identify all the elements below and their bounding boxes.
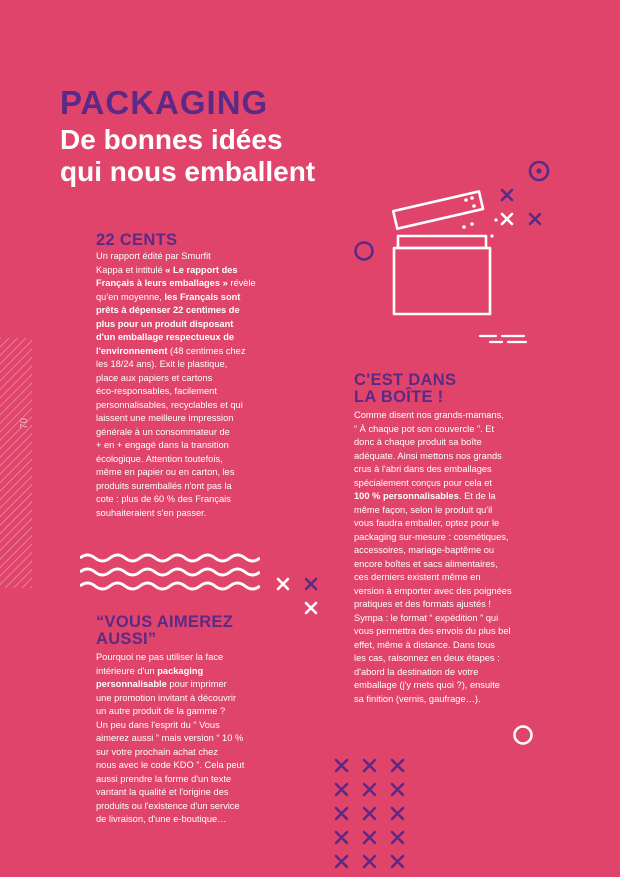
text-segment: produits suremballés n'ont pas la — [96, 480, 232, 491]
section-heading-22-cents: 22 CENTS — [96, 231, 178, 249]
text-line — [96, 732, 286, 746]
text-segment: personnalisables, recyclables et qui — [96, 399, 243, 410]
text-line — [354, 490, 554, 504]
cross-icon — [392, 808, 403, 819]
cross-grid-bottom — [330, 754, 410, 872]
text-segment: éco-responsables, facilement — [96, 386, 217, 396]
section-heading-boite-line-2: LA BOÎTE ! — [354, 388, 444, 406]
text-line — [354, 639, 554, 653]
text-line — [354, 463, 554, 477]
text-segment: pour imprimer — [166, 679, 227, 689]
cross-icon — [336, 856, 347, 867]
text-line — [96, 399, 286, 413]
text-segment: + en + engagé dans la transition — [96, 440, 229, 450]
text-segment: Sympa : le format “ expédition ” qui — [354, 612, 499, 623]
cross-icon — [364, 760, 375, 771]
bold-text-segment: l'environnement — [96, 345, 168, 356]
text-line — [96, 719, 286, 733]
text-segment: un autre produit de la gamme ? — [96, 706, 226, 716]
text-segment: effet, même à distance. Dans tous — [354, 639, 495, 650]
text-segment: aussi prendre la forme d'un texte — [96, 773, 232, 784]
wave-lines-icon — [80, 552, 260, 596]
ring-icon — [352, 239, 376, 263]
text-segment: accessoires, mariage-baptême ou — [354, 545, 495, 555]
text-segment: intérieure d'un — [96, 665, 158, 676]
page-title: PACKAGING — [60, 84, 269, 121]
text-segment: même en papier ou en carton, les — [96, 467, 235, 477]
text-line — [354, 517, 554, 531]
text-line — [96, 800, 286, 814]
section-heading-boite-line-1: C'EST DANS — [354, 371, 457, 389]
cross-icon — [364, 832, 375, 843]
text-line — [96, 453, 286, 467]
text-line — [354, 450, 554, 464]
section-body-boite — [354, 409, 554, 706]
cross-icon — [336, 832, 347, 843]
text-segment: laissent une meilleure impression — [96, 413, 234, 423]
text-segment: d'abord la destination de votre — [354, 666, 479, 677]
text-line — [96, 786, 286, 800]
text-line — [354, 625, 554, 639]
bold-text-segment: « Le rapport des — [165, 264, 238, 275]
cross-cluster-middle — [276, 577, 324, 619]
text-segment: Pourquoi ne pas utiliser la face — [96, 652, 224, 662]
text-line — [96, 345, 286, 359]
text-segment: écologique. Attention toutefois, — [96, 453, 223, 464]
text-segment: sur votre prochain achat chez — [96, 746, 218, 757]
text-line — [354, 436, 554, 450]
bold-text-segment: les Français sont — [164, 291, 241, 302]
text-segment: . Et de la — [458, 491, 496, 501]
text-line — [96, 331, 286, 345]
cross-icon — [364, 808, 375, 819]
text-line — [96, 692, 286, 706]
cross-icon — [392, 832, 403, 843]
text-line — [96, 665, 286, 679]
text-line — [354, 585, 554, 599]
text-line — [354, 652, 554, 666]
text-segment: vous permettra des envois du plus bel — [354, 626, 511, 636]
text-line — [96, 746, 286, 760]
text-line — [96, 705, 286, 719]
text-line — [354, 612, 554, 626]
text-segment: même façon, selon le produit qu'il — [354, 504, 493, 515]
text-line — [96, 678, 286, 692]
cross-icon — [336, 760, 347, 771]
text-line — [354, 544, 554, 558]
text-segment: une promotion invitant à découvrir — [96, 692, 237, 703]
text-segment: souhaiteraient s'en passer. — [96, 507, 207, 518]
text-line — [96, 385, 286, 399]
text-segment: crus à l'abri dans des emballages — [354, 464, 492, 474]
text-line — [354, 571, 554, 585]
cross-icon — [364, 784, 375, 795]
text-segment: nous avec le code KDO ”. Cela peut — [96, 760, 245, 770]
text-segment: qu'en moyenne, — [96, 291, 165, 302]
section-body-22-cents — [96, 250, 286, 520]
text-line — [96, 358, 286, 372]
text-segment: packaging sur-mesure : cosmétiques, — [354, 531, 509, 542]
text-segment: vantant la qualité et l'origine des — [96, 787, 229, 797]
text-line — [354, 409, 554, 423]
text-line — [96, 507, 286, 521]
text-segment: pratiques et des formats ajustés ! — [354, 599, 491, 609]
text-line — [96, 813, 286, 827]
text-line — [96, 773, 286, 787]
text-line — [96, 277, 286, 291]
section-body-vous-aimerez — [96, 651, 286, 827]
text-segment: (48 centimes chez — [167, 345, 246, 356]
text-segment: encore boîtes et sacs alimentaires, — [354, 558, 498, 569]
text-line — [96, 480, 286, 494]
text-line — [354, 531, 554, 545]
section-heading-vous-aimerez-line-1: “VOUS AIMEREZ — [96, 613, 234, 631]
text-line — [96, 304, 286, 318]
text-segment: cote : plus de 60 % des Français — [96, 494, 231, 504]
text-segment: emballage (j'y mets quoi ?), ensuite — [354, 680, 500, 690]
cross-icon — [392, 856, 403, 867]
section-heading-vous-aimerez-line-2: AUSSI” — [96, 630, 157, 648]
text-segment: les 18/24 ans). Exit le plastique, — [96, 359, 228, 369]
cross-icon — [336, 808, 347, 819]
text-line — [96, 651, 286, 665]
text-line — [354, 558, 554, 572]
text-segment: Comme disent nos grands-mamans, — [354, 410, 504, 420]
text-segment: ces derniers existent même en — [354, 572, 481, 582]
text-segment: donc à chaque produit sa boîte — [354, 437, 482, 447]
cross-icon — [336, 784, 347, 795]
text-line — [96, 291, 286, 305]
bold-text-segment: packaging — [157, 665, 204, 676]
cross-icon — [278, 579, 288, 589]
text-line — [96, 264, 286, 278]
page-subtitle-line-1: De bonnes idées — [60, 124, 283, 155]
gift-box-open-icon — [384, 180, 534, 350]
text-line — [96, 372, 286, 386]
text-line — [96, 466, 286, 480]
cross-icon — [306, 579, 316, 589]
text-line — [354, 666, 554, 680]
cross-icon — [392, 760, 403, 771]
text-segment: aimerez aussi ” mais version “ 10 % — [96, 733, 244, 743]
bold-text-segment: Français à leurs emballages » — [96, 278, 228, 288]
text-segment: place aux papiers et cartons — [96, 372, 213, 383]
text-segment: vous faudra emballer, optez pour le — [354, 518, 500, 528]
text-line — [354, 679, 554, 693]
text-line — [96, 493, 286, 507]
text-segment: révèle — [227, 278, 256, 288]
cross-icon — [306, 603, 316, 613]
bold-text-segment: personnalisable — [96, 679, 167, 689]
bold-text-segment: d'un emballage respectueux de — [96, 332, 235, 342]
text-segment: Kappa et intitulé — [96, 264, 166, 275]
bold-text-segment: prêts à dépenser 22 centimes de — [96, 305, 240, 315]
text-segment: Un rapport édité par Smurfit — [96, 251, 211, 261]
text-line — [96, 759, 286, 773]
text-line — [354, 693, 554, 707]
page-subtitle-line-2: qui nous emballent — [60, 156, 316, 187]
text-line — [96, 250, 286, 264]
text-line — [354, 477, 554, 491]
cross-icon — [364, 856, 375, 867]
text-segment: adéquate. Ainsi mettons nos grands — [354, 450, 502, 461]
text-line — [96, 412, 286, 426]
text-segment: de livraison, d'une e-boutique… — [96, 814, 227, 824]
text-segment: produits ou l'existence d'un service — [96, 800, 240, 811]
text-line — [354, 504, 554, 518]
ring-icon — [510, 722, 536, 748]
bold-text-segment: 100 % personnalisables — [354, 491, 459, 501]
text-line — [354, 598, 554, 612]
hatched-margin-strip — [0, 338, 32, 588]
text-segment: spécialement conçus pour cela et — [354, 477, 492, 488]
text-segment: version à emporter avec des poignées — [354, 585, 512, 596]
text-line — [96, 318, 286, 332]
cross-icon — [392, 784, 403, 795]
text-segment: générale à un consommateur de — [96, 426, 230, 437]
text-segment: les cas, raisonnez en deux étapes : — [354, 653, 500, 663]
text-line — [354, 423, 554, 437]
bold-text-segment: plus pour un produit disposant — [96, 318, 234, 329]
text-line — [96, 426, 286, 440]
text-line — [96, 439, 286, 453]
text-segment: “ À chaque pot son couvercle ”. Et — [354, 423, 495, 434]
text-segment: Un peu dans l'esprit du “ Vous — [96, 719, 220, 730]
text-segment: sa finition (vernis, gaufrage…). — [354, 693, 481, 704]
